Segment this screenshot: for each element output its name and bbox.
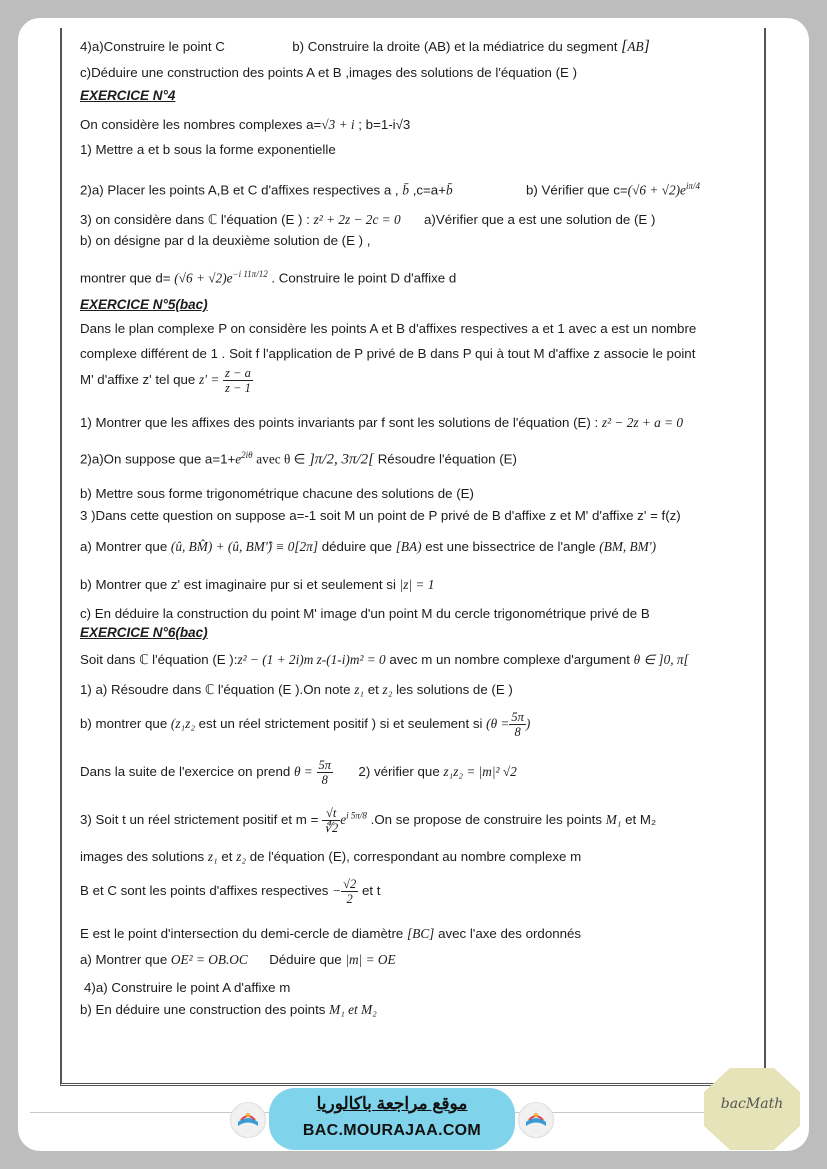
- ex6-q3a-text: a) Montrer que: [80, 952, 168, 967]
- ex6-assumption: [80, 758, 517, 787]
- ex5-intro-1: Dans le plan complexe P on considère les points A et B d'affixes respectives a et 1 avec a est un nombre: [80, 321, 697, 336]
- d-modulus: (√6 + √2): [174, 270, 227, 286]
- ex6-q1b-text: b) montrer que: [80, 716, 168, 732]
- ex5-q1-text: 1) Montrer que les affixes des points invariants par f sont les solutions de l'équation (E) :: [80, 415, 599, 430]
- theta-fraction: [509, 710, 526, 739]
- ex4-q2a-text: 2)a) Placer les points A,B et C d'affixes respectives a ,: [80, 182, 399, 198]
- points-m1-m2: M₁ et M₂: [329, 1002, 377, 1017]
- b-affix-den: 2: [346, 892, 353, 906]
- ex4-q2b-text: b) Vérifier que c=: [526, 182, 628, 198]
- c-modulus: (√6 + √2): [627, 182, 681, 198]
- book-logo-left-icon: [230, 1102, 266, 1138]
- ex6-q3a: [80, 951, 396, 969]
- theta-eq: (θ =: [486, 716, 510, 732]
- theta-num: 5π: [511, 710, 524, 724]
- ex5-q2a-text: 2)a)On suppose que a=1+: [80, 451, 236, 467]
- exercise-5-heading: EXERCICE N°5(bac): [80, 297, 208, 312]
- bacmath-badge: [702, 1066, 802, 1152]
- ex6-solutions-text: les solutions de (E ): [396, 682, 513, 697]
- c-def: ,c=a+: [412, 182, 446, 198]
- ex6-m-text: avec m un nombre complexe d'argument: [389, 652, 630, 667]
- z1z2-product: (z₁z₂: [170, 716, 195, 732]
- segment-ab: AB: [627, 39, 644, 54]
- zprime-fraction: [223, 366, 253, 395]
- ex5-q3c: c) En déduire la construction du point M' image d'un point M du cercle trigonométrique privé de B: [80, 606, 650, 621]
- ex3-q4c: c)Déduire une construction des points A et B ,images des solutions de l'équation (E ): [80, 65, 578, 80]
- angle-bm-bmprime: (BM, BM'): [599, 539, 657, 554]
- ex4-q1: 1) Mettre a et b sous la forme exponentielle: [80, 142, 336, 157]
- theta-den: 8: [514, 725, 521, 739]
- site-name-arabic: موقع مراجعة باكالوريا: [316, 1094, 468, 1113]
- ex6-q3: [80, 806, 656, 835]
- ex5-q2a: [80, 446, 517, 468]
- segment-bc: [BC]: [407, 926, 435, 941]
- ex4-q3a-text: a)Vérifier que a est une solution de (E ): [424, 212, 656, 227]
- angle-relation: (û, BM̂) + (û, BM'̂) ≡ 0[2π]: [170, 539, 319, 554]
- z1: z₁: [354, 682, 365, 697]
- exp-e-a: e: [235, 451, 242, 467]
- c-affix: et t: [361, 883, 381, 899]
- zprime-numerator: z − a: [225, 366, 251, 380]
- half-line-ba: [BA): [395, 539, 422, 554]
- ex4-d-text: montrer que d=: [80, 270, 171, 286]
- paren-close: ): [525, 716, 531, 732]
- exercise-6-heading: EXERCICE N°6(bac): [80, 625, 208, 640]
- point-m2: et M₂: [625, 812, 657, 828]
- theta-interval: ]π/2, 3π/2[: [308, 451, 374, 468]
- ex6-images: [80, 848, 581, 866]
- ex6-intro-text: Soit dans ℂ l'équation (E ):: [80, 652, 238, 667]
- ex5-deduce-text: déduire que: [321, 539, 392, 554]
- ex6-bc: [80, 877, 380, 906]
- ex5-q3b-text: b) Montrer que z' est imaginaire pur si et seulement si: [80, 577, 396, 592]
- m-fraction: [322, 806, 340, 835]
- ex5-solve-text: Résoudre l'équation (E): [377, 451, 517, 467]
- ex3-q4a-text: 4)a)Construire le point C: [80, 39, 225, 54]
- minus-sign: −: [332, 883, 342, 899]
- ex4-q3-text: 3) on considère dans ℂ l'équation (E ) :: [80, 212, 310, 227]
- z2-b: z₂: [236, 849, 246, 864]
- ex6-axis-text: avec l'axe des ordonnés: [438, 926, 582, 941]
- and-2: et: [221, 849, 233, 864]
- and-1: et: [367, 682, 379, 697]
- ex6-assume-text: Dans la suite de l'exercice on prend: [80, 764, 291, 780]
- ex6-e-point: [80, 925, 581, 943]
- ex4-intro-text: On considère les nombres complexes a=: [80, 117, 322, 132]
- m-argument: i 5π/8: [346, 810, 367, 821]
- b-bar-2: b̄: [445, 182, 453, 198]
- ex6-q4b: [80, 1001, 377, 1019]
- zprime-denominator: z − 1: [225, 381, 251, 395]
- ex3-q4b-text: b) Construire la droite (AB) et la médiatrice du segment: [292, 39, 618, 54]
- ex6-bc-text: B et C sont les points d'affixes respectives: [80, 883, 329, 899]
- ex5-q3a: [80, 538, 656, 556]
- theta-eq-2: θ =: [293, 764, 313, 780]
- ex6-q4b-text: b) En déduire une construction des points: [80, 1002, 326, 1017]
- ex6-q4a: 4)a) Construire le point A d'affixe m: [84, 980, 291, 995]
- ex5-intro-3: [80, 366, 253, 395]
- ex6-images-text: images des solutions: [80, 849, 205, 864]
- c-argument: iπ/4: [685, 181, 700, 191]
- ex5-equation: z² − 2z + a = 0: [601, 415, 684, 430]
- theta-den-2: 8: [321, 773, 328, 787]
- z1-b: z₁: [207, 849, 218, 864]
- ex5-q2b: b) Mettre sous forme trigonométrique chacune des solutions de (E): [80, 486, 474, 501]
- ex6-q2-text: 2) vérifier que: [358, 764, 440, 780]
- theta-num-2: 5π: [318, 758, 332, 772]
- ex4-construct-d: . Construire le point D d'affixe d: [271, 270, 457, 286]
- ex5-q3: 3 )Dans cette question on suppose a=-1 soit M un point de P privé de B d'affixe z et M' d'affixe z' = f(z): [80, 508, 681, 523]
- ex4-q3b: b) on désigne par d la deuxième solution de (E ) ,: [80, 233, 371, 248]
- site-url-link[interactable]: BAC.MOURAJAA.COM: [302, 1122, 482, 1139]
- ex3-q4a: 4)a)Construire le point C b) Construire la droite (AB) et la médiatrice du segment [AB]: [80, 38, 650, 55]
- point-m1: M₁: [605, 812, 622, 828]
- theta-fraction-2: [317, 758, 334, 787]
- b-affix-fraction: [341, 877, 358, 906]
- m-num: √t: [322, 806, 340, 821]
- exercise-4-heading: EXERCICE N°4: [80, 88, 176, 103]
- ex6-deduce-text: Déduire que: [269, 952, 342, 967]
- d-argument: −i 11π/12: [232, 269, 268, 279]
- exp-e-d: e: [226, 270, 233, 286]
- modulus-z-one: |z| = 1: [399, 577, 435, 592]
- book-logo-right-icon: [518, 1102, 554, 1138]
- ex5-q1: [80, 414, 683, 432]
- theta-in: avec θ ∈: [256, 451, 306, 467]
- ex5-q3b: [80, 576, 434, 594]
- zprime-eq: z' =: [199, 372, 220, 388]
- m-den: ∜2: [324, 821, 339, 835]
- ex6-theta-interval: θ ∈ ]0, π[: [633, 652, 689, 667]
- ex5-bisector-text: est une bissectrice de l'angle: [425, 539, 596, 554]
- ex6-equation: z² − (1 + 2i)m z-(1-i)m² = 0: [237, 652, 386, 667]
- oe-relation: OE² = OB.OC: [170, 952, 248, 967]
- ex6-q1b: [80, 710, 530, 739]
- ex4-q3b-2: [80, 265, 456, 287]
- ex4-equation: z² + 2z − 2c = 0: [313, 212, 401, 227]
- ex6-q1a: [80, 681, 513, 699]
- exp-e-m: e: [340, 812, 347, 828]
- ex6-q2-relation: z₁z₂ = |m|² √2: [443, 764, 517, 780]
- exp-e: e: [680, 182, 686, 198]
- ex6-e-text: E est le point d'intersection du demi-cercle de diamètre: [80, 926, 404, 941]
- m-modulus-oe: |m| = OE: [345, 952, 396, 967]
- b-bar: b̄: [402, 182, 409, 198]
- z2: z₂: [382, 682, 393, 697]
- a-exponent: 2iθ: [241, 450, 253, 460]
- ex6-iff-text: est un réel strictement positif ) si et seulement si: [198, 716, 483, 732]
- ex4-b-value: ; b=1-i√3: [358, 117, 411, 132]
- ex4-q3: [80, 211, 655, 229]
- ex5-q3a-text: a) Montrer que: [80, 539, 168, 554]
- site-banner[interactable]: [269, 1088, 515, 1150]
- ex4-intro: [80, 116, 410, 134]
- ex5-zprime-text: M' d'affixe z' tel que: [80, 372, 196, 388]
- ex6-construct-text: .On se propose de construire les points: [370, 812, 602, 828]
- ex6-intro: [80, 651, 689, 669]
- b-affix-num: √2: [343, 877, 357, 891]
- bacmath-label: bacMath: [720, 1096, 784, 1112]
- ex4-q2: [80, 177, 700, 199]
- ex5-intro-2: complexe différent de 1 . Soit f l'application de P privé de B dans P qui à tout M d'affixe z associe le point: [80, 346, 696, 361]
- ex4-a-value: √3 + i: [321, 117, 355, 132]
- ex6-images-text-2: de l'équation (E), correspondant au nombre complexe m: [249, 849, 582, 864]
- ex6-q3-text: 3) Soit t un réel strictement positif et m =: [80, 812, 319, 828]
- ex6-q1a-text: 1) a) Résoudre dans ℂ l'équation (E ).On note: [80, 682, 351, 697]
